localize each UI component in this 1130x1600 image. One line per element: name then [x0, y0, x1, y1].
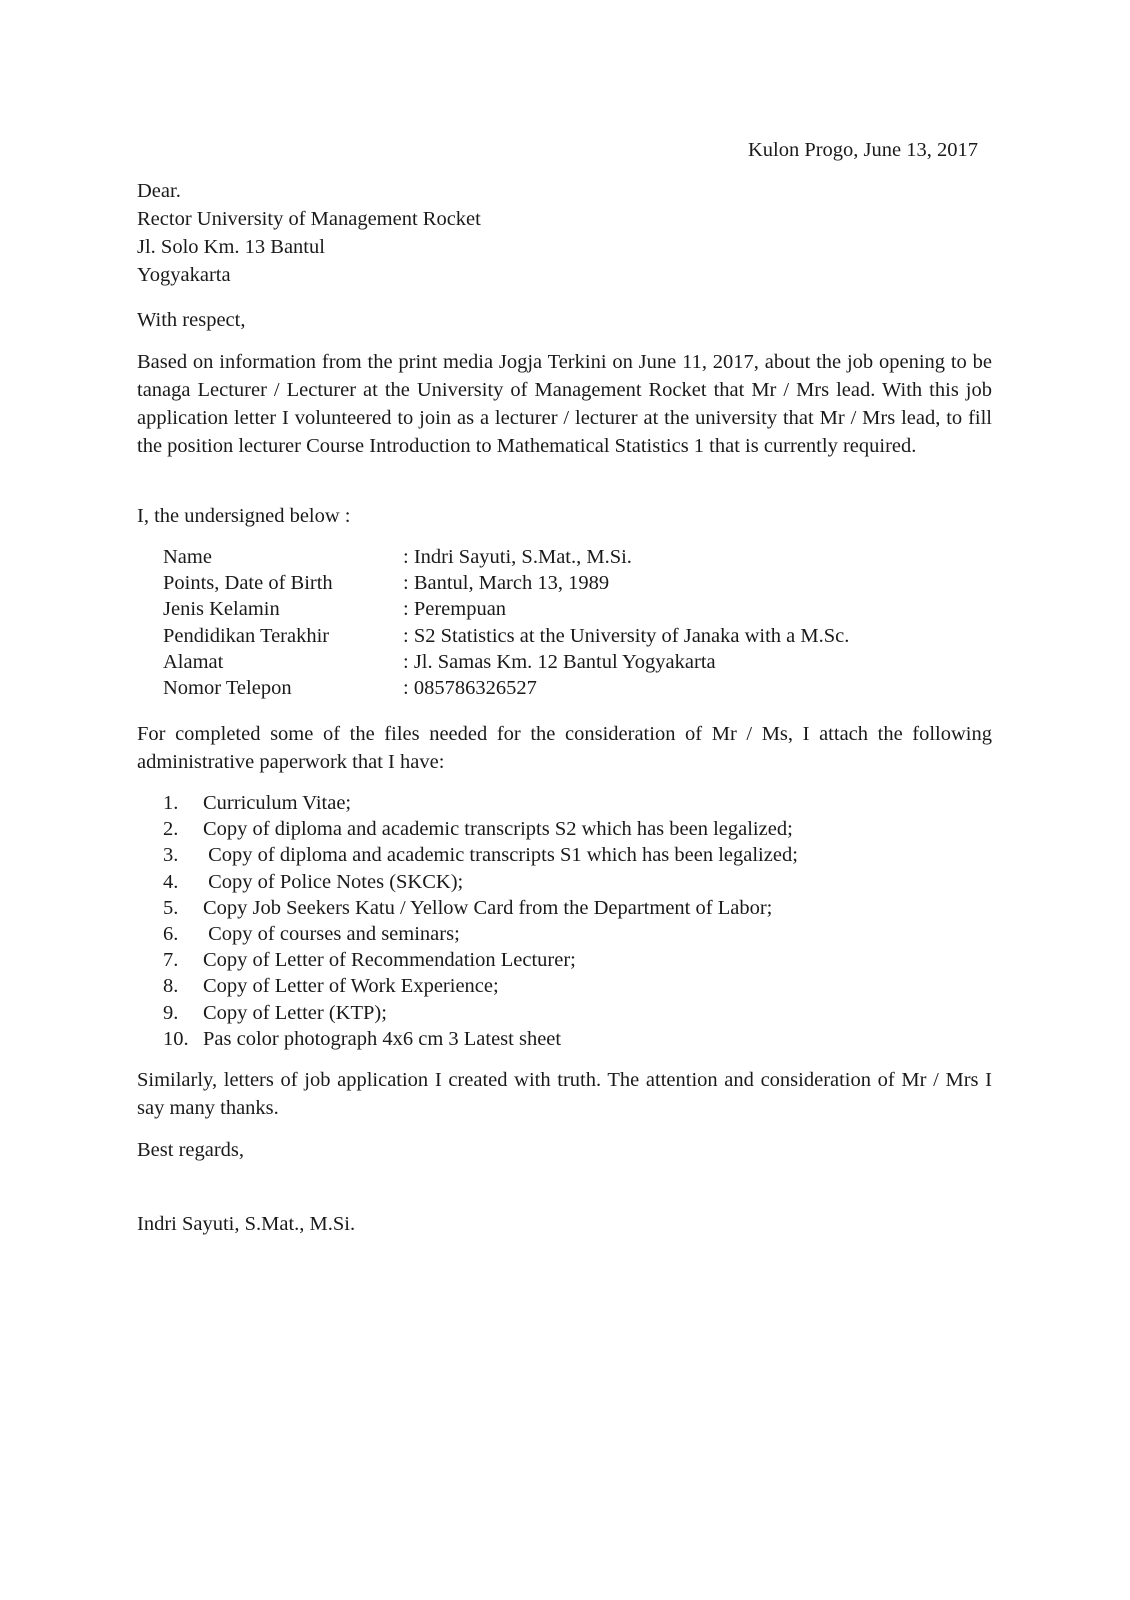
details-label: Points, Date of Birth [163, 572, 333, 595]
closing-paragraph: Similarly, letters of job application I created with truth. The attention and consideration of Mr / Mrs I say many thanks. [137, 1069, 992, 1119]
greeting: With respect, [137, 309, 246, 331]
recipient-line-1: Rector University of Management Rocket [137, 208, 481, 230]
list-number: 6. [163, 923, 179, 946]
undersigned-intro: I, the undersigned below : [137, 505, 351, 527]
details-label: Jenis Kelamin [163, 598, 280, 621]
applicant-details [163, 544, 1018, 701]
opening-paragraph: Based on information from the print media Jogja Terkini on June 11, 2017, about the job opening to be tanaga Lecturer / Lecturer at the University of Management Rocket that Mr / Mrs lead. With this job application letter I volunteered to join as a lecturer / lecturer at the university that Mr / Mrs lead, to fill the position lecturer Course Introduction to Mathematical Statistics 1 that is currently required. [137, 351, 992, 457]
signature-name: Indri Sayuti, S.Mat., M.Si. [137, 1213, 356, 1235]
details-value: : S2 Statistics at the University of Janaka with a M.Sc. [403, 624, 850, 647]
details-value: : Indri Sayuti, S.Mat., M.Si. [403, 546, 632, 568]
list-item [163, 921, 1018, 947]
list-item [163, 895, 1018, 921]
recipient-address [137, 177, 992, 289]
details-row [163, 544, 1018, 570]
details-row [163, 596, 1018, 622]
list-number: 7. [163, 949, 179, 972]
attachment-list [163, 790, 1018, 1052]
list-text: Copy of diploma and academic transcripts S2 which has been legalized; [203, 818, 793, 841]
details-label: Alamat [163, 650, 224, 673]
list-text: Copy of diploma and academic transcripts S1 which has been legalized; [203, 844, 798, 867]
details-label: Name [163, 546, 212, 568]
list-item [163, 816, 1018, 842]
recipient-line-2: Jl. Solo Km. 13 Bantul [137, 236, 325, 258]
list-item [163, 842, 1018, 868]
details-row [163, 570, 1018, 596]
details-value: : Perempuan [403, 598, 507, 621]
list-text: Copy of courses and seminars; [203, 923, 460, 946]
list-number: 10. [163, 1027, 189, 1050]
details-row [163, 623, 1018, 649]
list-text: Pas color photograph 4x6 cm 3 Latest sheet [203, 1027, 562, 1050]
list-number: 1. [163, 792, 179, 814]
list-number: 5. [163, 896, 179, 919]
list-text: Curriculum Vitae; [203, 792, 352, 814]
details-value: : 085786326527 [403, 677, 537, 700]
details-value: : Bantul, March 13, 1989 [403, 572, 610, 595]
list-text: Copy of Letter (KTP); [203, 1001, 387, 1024]
list-item [163, 1000, 1018, 1026]
regards: Best regards, [137, 1139, 245, 1161]
list-text: Copy of Letter of Work Experience; [203, 975, 499, 998]
list-item [163, 1026, 1018, 1052]
list-text: Copy of Letter of Recommendation Lecturer; [203, 949, 576, 972]
details-row [163, 649, 1018, 675]
list-item [163, 973, 1018, 999]
details-label: Pendidikan Terakhir [163, 624, 330, 647]
list-text: Copy Job Seekers Katu / Yellow Card from the Department of Labor; [203, 896, 773, 919]
list-number: 2. [163, 818, 179, 841]
list-number: 3. [163, 844, 179, 867]
list-number: 4. [163, 870, 179, 893]
list-item [163, 790, 1018, 816]
details-value: : Jl. Samas Km. 12 Bantul Yogyakarta [403, 650, 716, 673]
list-text: Copy of Police Notes (SKCK); [203, 870, 464, 893]
list-item [163, 869, 1018, 895]
recipient-line-3: Yogyakarta [137, 264, 231, 286]
details-row [163, 675, 1018, 701]
list-item [163, 947, 1018, 973]
list-number: 9. [163, 1001, 179, 1024]
list-number: 8. [163, 975, 179, 998]
attachment-paragraph: For completed some of the files needed for the consideration of Mr / Ms, I attach the following administrative paperwork that I have: [137, 723, 992, 773]
date-line: Kulon Progo, June 13, 2017 [747, 139, 978, 161]
details-label: Nomor Telepon [163, 677, 292, 700]
salutation: Dear. [137, 180, 181, 202]
